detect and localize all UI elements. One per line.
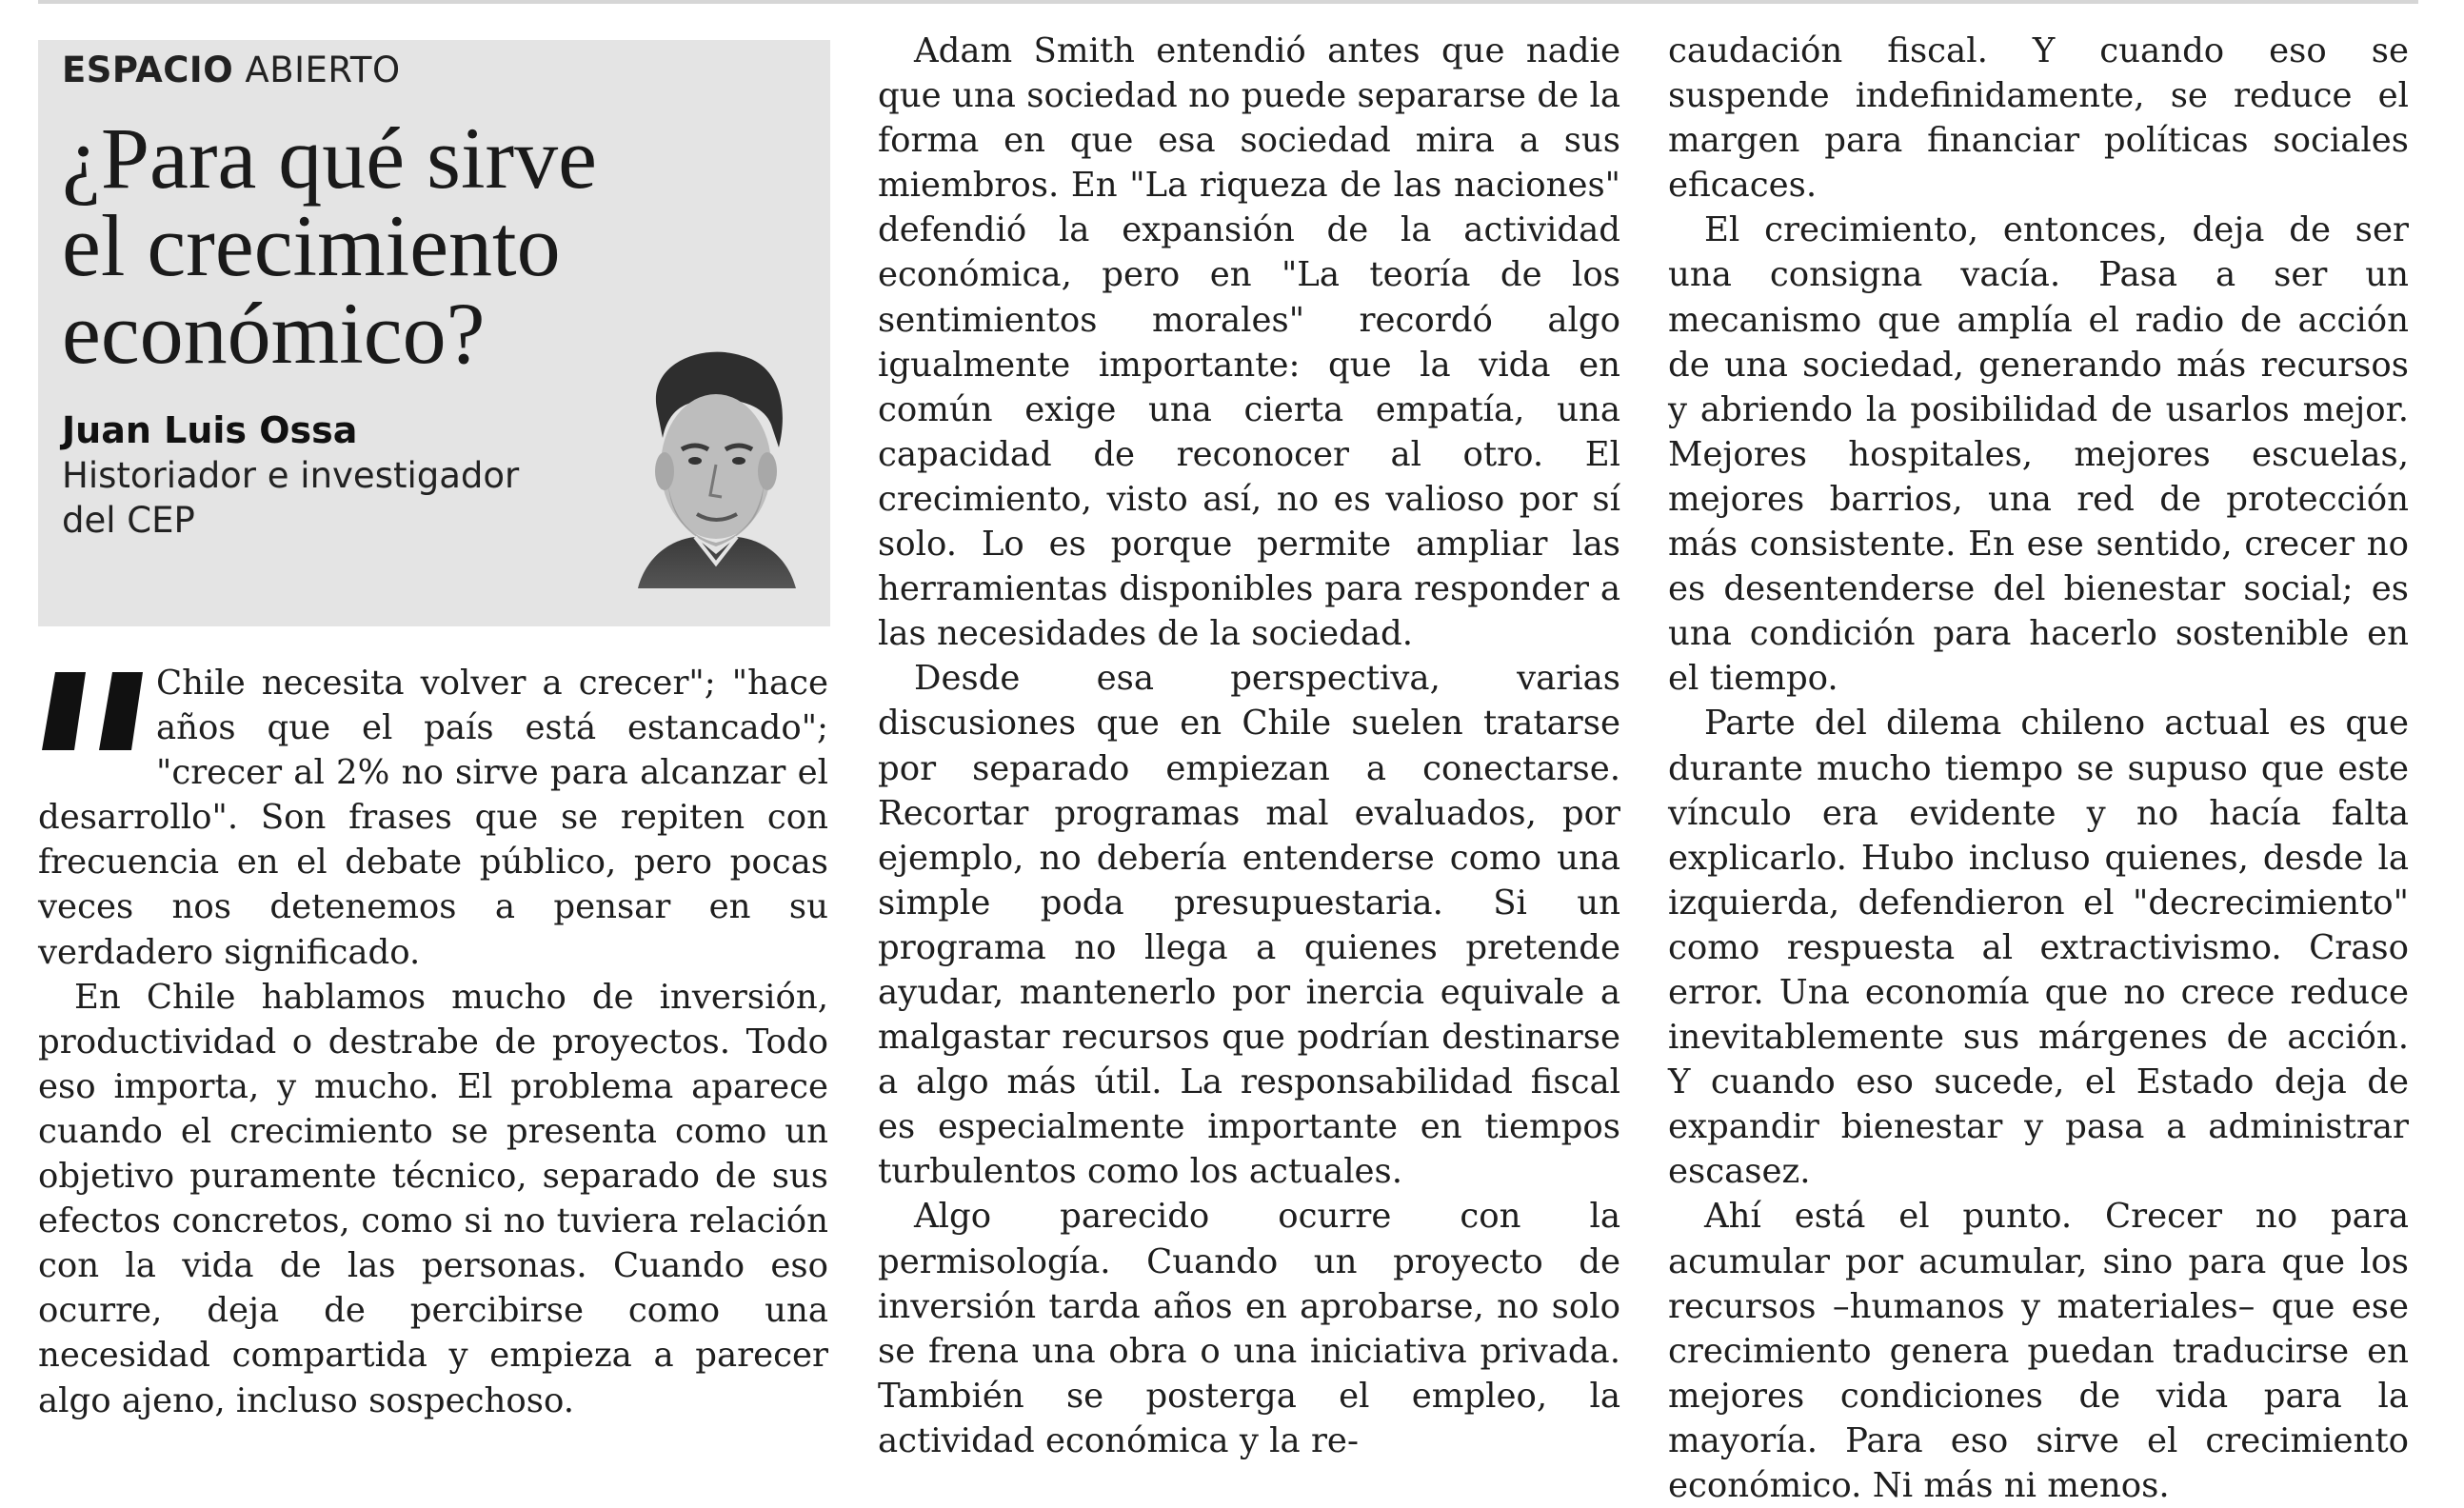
column-1 bbox=[38, 661, 828, 1423]
section-label bbox=[62, 50, 401, 90]
headline: ¿Para qué sirve el crecimiento económico? bbox=[62, 109, 597, 382]
paragraph: Ahí está el punto. Crecer no para acumular por acumular, sino para que los recursos –humanos y materiales– que ese crecimiento genera puedan traducirse en mejores condiciones de vida para la mayoría. Para eso sirve el crecimiento económico. Ni más ni menos. bbox=[1668, 1197, 2409, 1505]
paragraph: Chile necesita volver a crecer"; "hace años que el país está estancado"; "crecer al 2% no sirve para alcanzar el desarrollo". Son frases que se repiten con frecuencia en el debate público, pero pocas veces nos detenemos a pensar en su verdadero significado. bbox=[38, 664, 828, 972]
paragraph: Parte del dilema chileno actual es que durante mucho tiempo se supuso que este vínculo era evidente y no hacía falta explicarlo. Hubo incluso quienes, desde la izquierda, defendieron el "decrecimiento" como respuesta al extractivismo. Craso error. Una economía que no crece reduce inevitablemente sus márgenes de acción. Y cuando eso sucede, el Estado deja de expandir bienestar y pasa a administrar escasez. bbox=[1668, 704, 2409, 1192]
paragraph: Algo parecido ocurre con la permisología. Cuando un proyecto de inversión tarda años en aprobarse, no solo se frena una obra o una iniciativa privada. También se posterga el empleo, la actividad económica y la re- bbox=[878, 1197, 1620, 1460]
paragraph: caudación fiscal. Y cuando eso se suspende indefinidamente, se reduce el margen para financiar políticas sociales eficaces. bbox=[1668, 31, 2409, 206]
column-2 bbox=[878, 29, 1620, 1463]
section-label-bold: ESPACIO bbox=[62, 50, 234, 90]
author-role-line2: del CEP bbox=[62, 500, 195, 541]
author-portrait bbox=[619, 343, 800, 588]
paragraph: Adam Smith entendió antes que nadie que una sociedad no puede separarse de la forma en que esa sociedad mira a sus miembros. En "La riqueza de las naciones" defendió la expansión de la actividad económica, pero en "La teoría de los sentimientos morales" recordó algo igualmente importante: que la vida en común exige una cierta empatía, una capacidad de reconocer al otro. El crecimiento, visto así, no es valioso por sí solo. Lo es porque permite ampliar las herramientas disponibles para responder a las necesidades de la sociedad. bbox=[878, 31, 1620, 654]
paragraph: En Chile hablamos mucho de inversión, productividad o destrabe de proyectos. Todo eso importa, y mucho. El problema aparece cuando el crecimiento se presenta como un objetivo puramente técnico, separado de sus efectos concretos, como si no tuviera relación con la vida de las personas. Cuando eso ocurre, deja de percibirse como una necesidad compartida y empieza a parecer algo ajeno, incluso sospechoso. bbox=[38, 977, 828, 1420]
paragraph: El crecimiento, entonces, deja de ser una consigna vacía. Pasa a ser un mecanismo que amplía el radio de acción de una sociedad, generando más recursos y abriendo la posibilidad de usarlos mejor. Mejores hospitales, mejores escuelas, mejores barrios, una red de protección más consistente. En ese sentido, crecer no es desentenderse del bienestar social; es una condición para hacerlo sostenible en el tiempo. bbox=[1668, 210, 2409, 699]
author-name: Juan Luis Ossa bbox=[62, 409, 358, 451]
top-rule bbox=[38, 0, 2418, 4]
paragraph: Desde esa perspectiva, varias discusiones que en Chile suelen tratarse por separado empiezan a conectarse. Recortar programas mal evaluados, por ejemplo, no debería entenderse como una simple poda presupuestaria. Si un programa no llega a quienes pretende ayudar, mantenerlo por inercia equivale a malgastar recursos que podrían destinarse a algo más útil. La responsabilidad fiscal es especialmente importante en tiempos turbulentos como los actuales. bbox=[878, 659, 1620, 1192]
column-3 bbox=[1668, 29, 2409, 1508]
author-role bbox=[62, 453, 595, 543]
quote-mark-icon bbox=[38, 666, 154, 756]
section-label-rest: ABIERTO bbox=[245, 50, 401, 90]
author-role-line1: Historiador e investigador bbox=[62, 455, 520, 496]
